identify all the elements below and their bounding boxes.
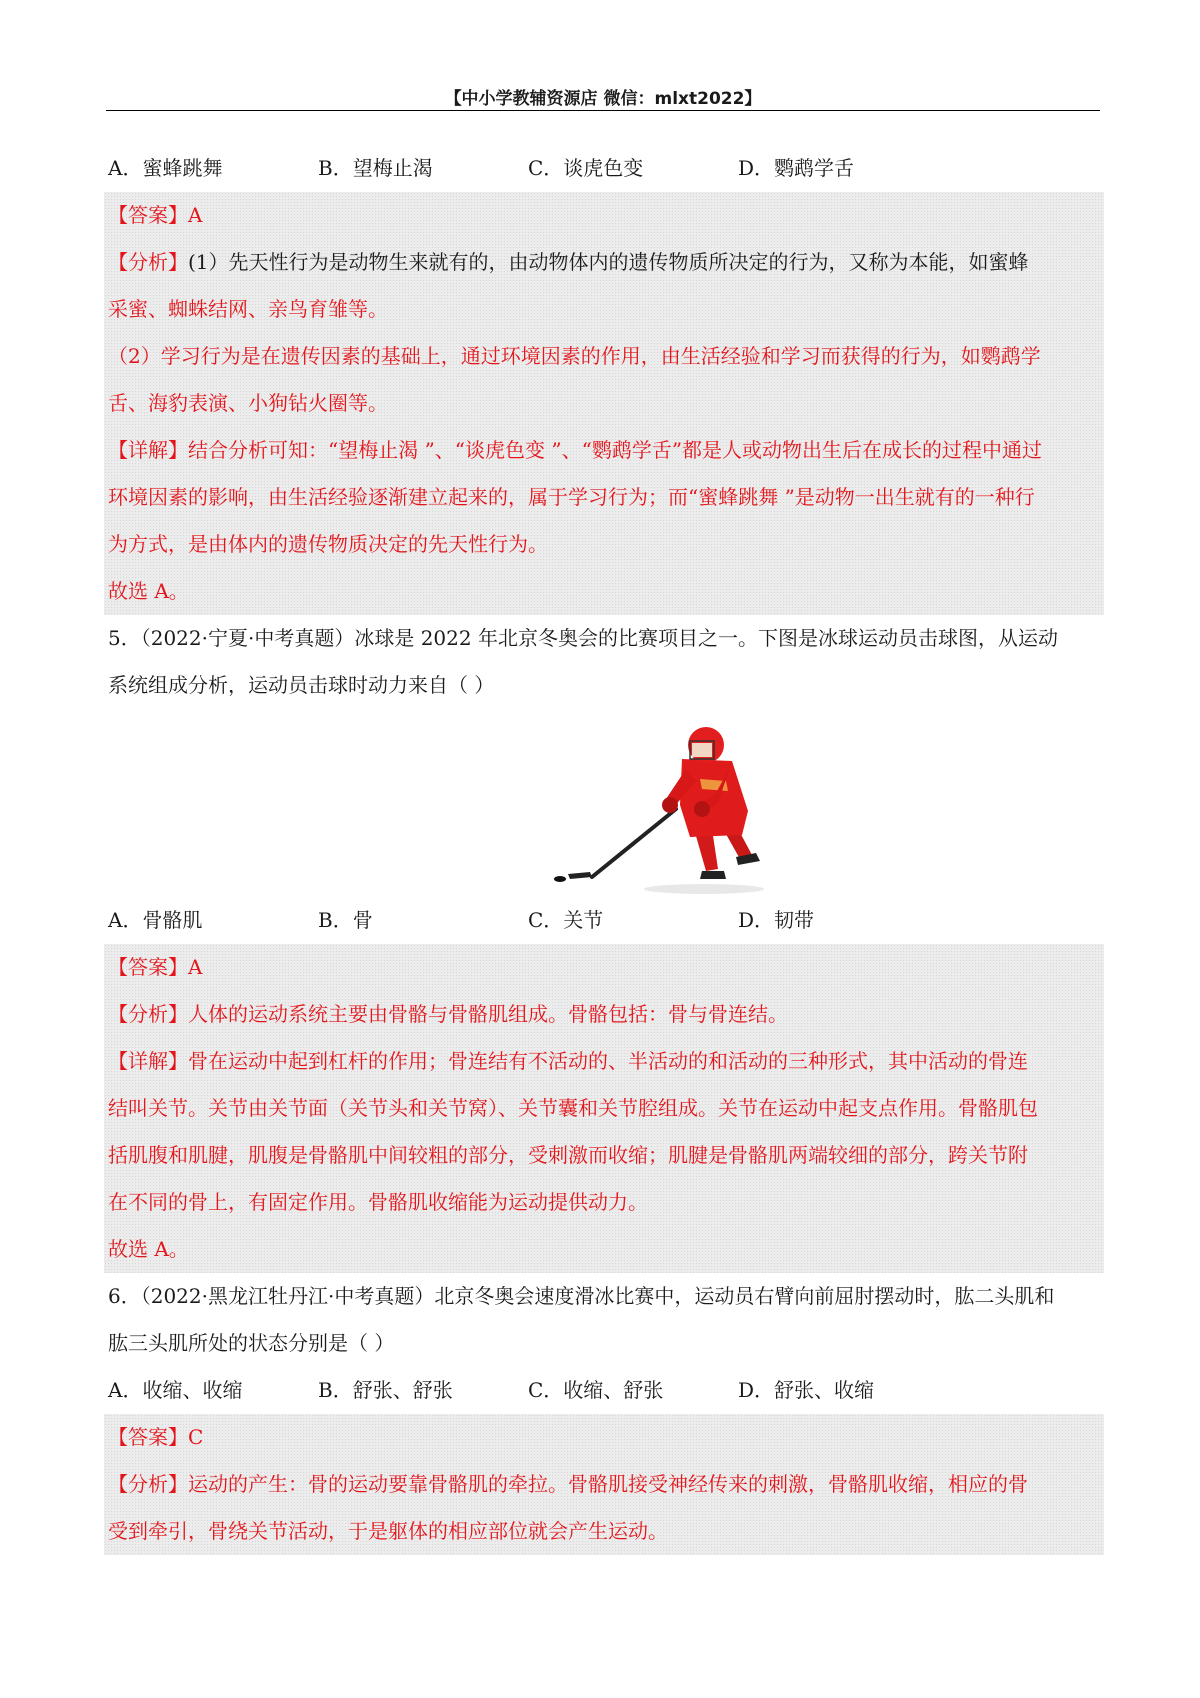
q4-option-a: A．蜜蜂跳舞 xyxy=(108,156,223,180)
q4-options xyxy=(108,145,1100,192)
q5-option-d: D．韧带 xyxy=(738,908,815,932)
q5-detail-line-2: 结叫关节。关节由关节面（关节头和关节窝）、关节囊和关节腔组成。关节在运动中起支点作用。骨骼肌包 xyxy=(108,1096,1038,1120)
detail-label: 【详解】 xyxy=(108,1049,188,1073)
q5-solution-box xyxy=(104,944,1104,1273)
q4-solution-box xyxy=(104,192,1104,615)
q5-detail-line-3: 括肌腹和肌腱，肌腹是骨骼肌中间较粗的部分，受刺激而收缩；肌腱是骨骼肌两端较细的部分，跨关节附 xyxy=(108,1143,1028,1167)
q4-analysis-line-3: （2）学习行为是在遗传因素的基础上，通过环境因素的作用，由生活经验和学习而获得的行为，如鹦鹉学 xyxy=(108,344,1041,368)
q4-detail-line-3: 为方式，是由体内的遗传物质决定的先天性行为。 xyxy=(108,532,548,556)
q4-conclusion: 故选 A。 xyxy=(108,579,189,603)
answer-value: A xyxy=(188,203,203,227)
q5-answer-line xyxy=(108,944,1104,991)
header-rule xyxy=(106,110,1100,111)
analysis-label: 【分析】 xyxy=(108,250,188,274)
q5-option-a: A．骨骼肌 xyxy=(108,908,203,932)
answer-label: 【答案】 xyxy=(108,1425,188,1449)
q5-detail-line-1 xyxy=(108,1038,1104,1085)
analysis-text: 人体的运动系统主要由骨骼与骨骼肌组成。骨骼包括：骨与骨连结。 xyxy=(188,1002,788,1026)
analysis-text: 运动的产生：骨的运动要靠骨骼肌的牵拉。骨骼肌接受神经传来的刺激，骨骼肌收缩，相应的骨 xyxy=(188,1472,1028,1496)
q4-analysis-line-1 xyxy=(108,239,1104,286)
q6-options xyxy=(108,1367,1100,1414)
q6-solution-box xyxy=(104,1414,1104,1555)
q4-option-b: B．望梅止渴 xyxy=(318,156,433,180)
analysis-label: 【分析】 xyxy=(108,1472,188,1496)
q6-answer-line xyxy=(108,1414,1104,1461)
q6-option-d: D．舒张、收缩 xyxy=(738,1378,875,1402)
answer-label: 【答案】 xyxy=(108,203,188,227)
detail-text: 结合分析可知：“望梅止渴 ”、“谈虎色变 ”、“鹦鹉学舌”都是人或动物出生后在成长的过程中通过 xyxy=(188,438,1043,462)
q5-option-c: C．关节 xyxy=(528,908,604,932)
q4-answer-line xyxy=(108,192,1104,239)
q5-analysis-line-1 xyxy=(108,991,1104,1038)
q4-option-d: D．鹦鹉学舌 xyxy=(738,156,855,180)
detail-text: 骨在运动中起到杠杆的作用；骨连结有不活动的、半活动的和活动的三种形式，其中活动的骨连 xyxy=(188,1049,1028,1073)
page-header: 【中小学教辅资源店 微信：mlxt2022】 xyxy=(444,89,762,109)
q5-option-b: B．骨 xyxy=(318,908,373,932)
analysis-text: (1）先天性行为是动物生来就有的，由动物体内的遗传物质所决定的行为，又称为本能，如蜜蜂 xyxy=(188,250,1029,274)
q5-detail-line-4: 在不同的骨上，有固定作用。骨骼肌收缩能为运动提供动力。 xyxy=(108,1190,648,1214)
hockey-player-image xyxy=(504,719,824,899)
answer-label: 【答案】 xyxy=(108,955,188,979)
q4-detail-line-1 xyxy=(108,427,1104,474)
page-content xyxy=(108,145,1100,1555)
q4-option-c: C．谈虎色变 xyxy=(528,156,644,180)
detail-label: 【详解】 xyxy=(108,438,188,462)
q5-conclusion: 故选 A。 xyxy=(108,1237,189,1261)
q5-stem-line-2: 系统组成分析，运动员击球时动力来自（ ） xyxy=(108,673,495,697)
q6-option-c: C．收缩、舒张 xyxy=(528,1378,664,1402)
q4-detail-line-2: 环境因素的影响，由生活经验逐渐建立起来的，属于学习行为；而“蜜蜂跳舞 ”是动物一出生就有的一种行 xyxy=(108,485,1035,509)
q4-analysis-line-4: 舌、海豹表演、小狗钻火圈等。 xyxy=(108,391,388,415)
q5-options xyxy=(108,897,1100,944)
q5-stem-line-1: 5．（2022·宁夏·中考真题）冰球是 2022 年北京冬奥会的比赛项目之一。下图是冰球运动员击球图，从运动 xyxy=(108,626,1058,650)
q6-option-a: A．收缩、收缩 xyxy=(108,1378,243,1402)
q4-analysis-line-2: 采蜜、蜘蛛结网、亲鸟育雏等。 xyxy=(108,297,388,321)
analysis-label: 【分析】 xyxy=(108,1002,188,1026)
q6-stem-line-1: 6．（2022·黑龙江牡丹江·中考真题）北京冬奥会速度滑冰比赛中，运动员右臂向前屈肘摆动时，肱二头肌和 xyxy=(108,1284,1055,1308)
q6-stem-line-2: 肱三头肌所处的状态分别是（ ） xyxy=(108,1331,395,1355)
q6-analysis-line-1 xyxy=(108,1461,1104,1508)
q6-analysis-line-2: 受到牵引，骨绕关节活动，于是躯体的相应部位就会产生运动。 xyxy=(108,1519,668,1543)
answer-value: C xyxy=(188,1425,204,1449)
answer-value: A xyxy=(188,955,203,979)
hockey-player-figure xyxy=(108,709,1100,897)
q6-option-b: B．舒张、舒张 xyxy=(318,1378,453,1402)
